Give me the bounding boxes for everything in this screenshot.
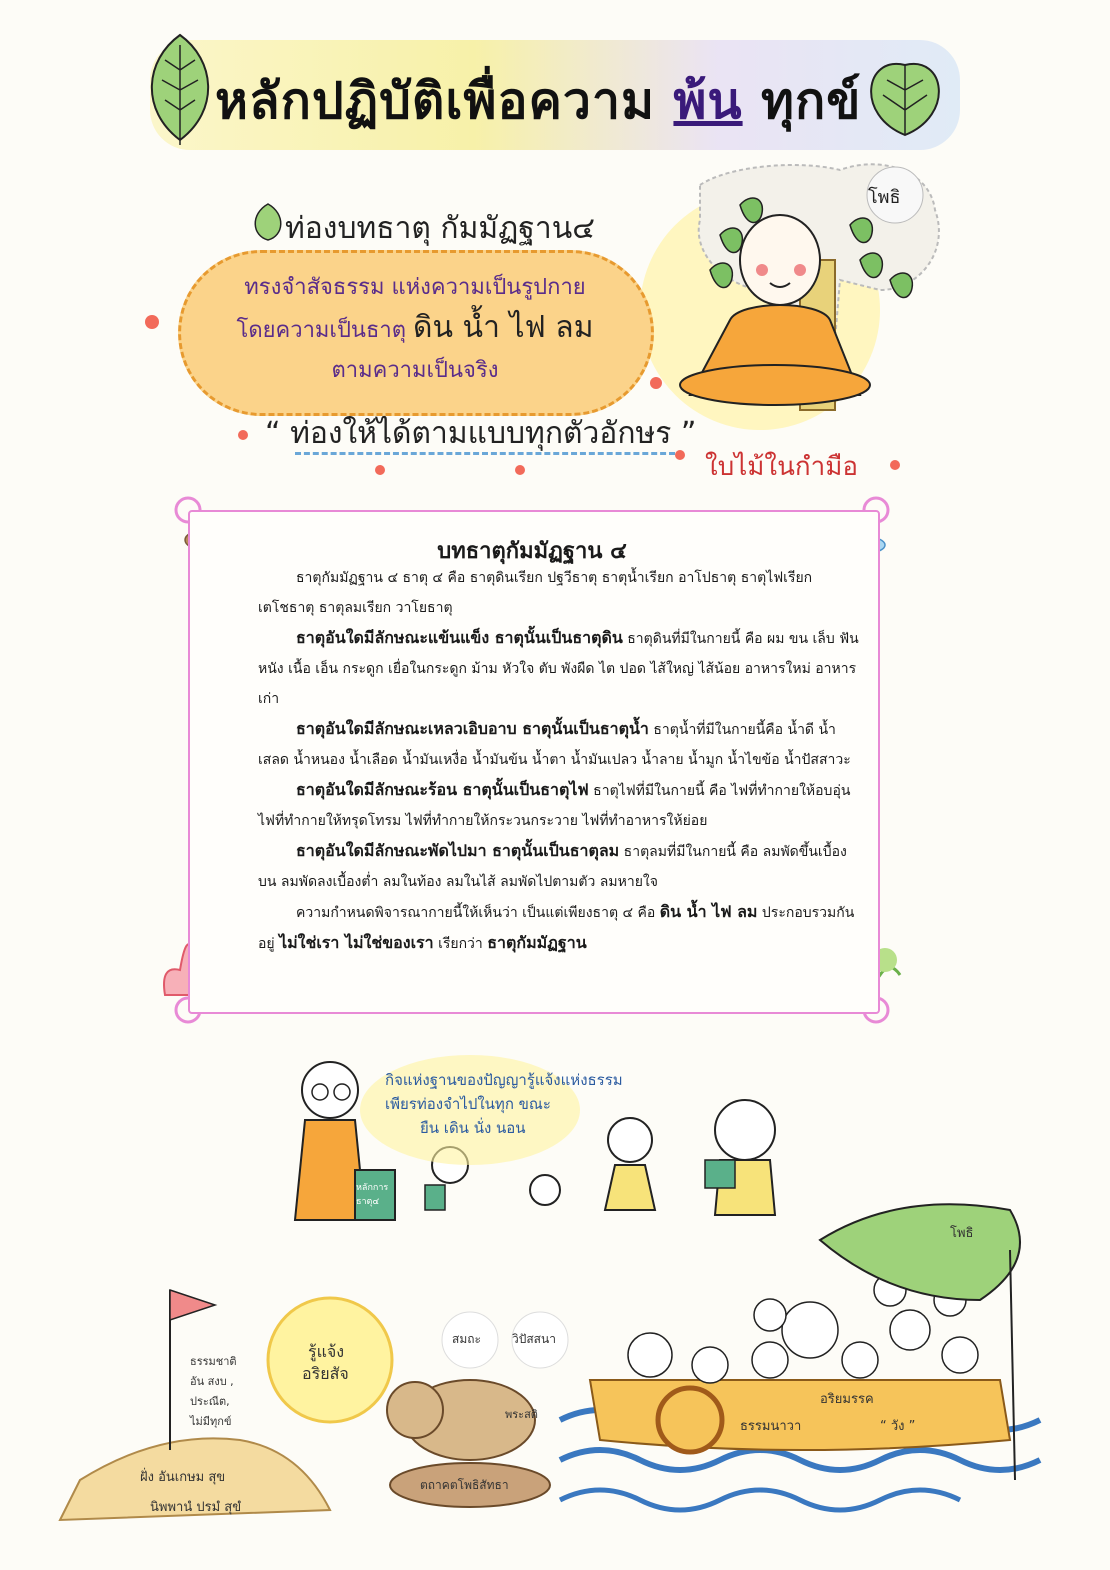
sun-label-2: อริยสัจ (302, 1364, 349, 1383)
book-label: หลักการ ธาตุ๔ (356, 1183, 389, 1207)
p3-rest: ธาตุน้ำที่มีในกายนี้คือ น้ำดี น้ำเสลด น้ำหนอง น้ำเลือด น้ำมันเหงื่อ น้ำมันข้น น้ำตา น้ำมันเปลว น้ำลาย น้ำมูก น้ำไขข้อ น้ำปัสสาวะ (258, 722, 851, 768)
p6-d: ไม่ใช่เรา ไม่ใช่ของเรา (279, 933, 434, 952)
p6-b: ดิน น้ำ ไฟ ลม (659, 902, 758, 921)
document-body (258, 563, 863, 959)
cloud-line-2a: โดยความเป็นธาตุ (236, 318, 407, 343)
quote-text: “ ท่องให้ได้ตามแบบทุกตัวอักษร ” (265, 416, 697, 451)
p5-rest: ธาตุลมที่มีในกายนี้ คือ ลมพัดขึ้นเบื้องบน ลมพัดลงเบื้องต่ำ ลมในท้อง ลมในไส้ ลมพัดไปตามตัว ลมหายใจ (258, 844, 847, 890)
elephant-label: พระสติ (505, 1408, 538, 1421)
p4-bold: ธาตุอันใดมีลักษณะร้อน ธาตุนั้นเป็นธาตุไฟ (296, 780, 589, 799)
leaf-roof-label: โพธิ (950, 1226, 974, 1241)
leaf-caption: ใบไม้ในกำมือ (705, 452, 858, 482)
p5-bold: ธาตุอันใดมีลักษณะพัดไปมา ธาตุนั้นเป็นธาตุลม (296, 841, 620, 860)
boat-label-1: อริยมรรค (820, 1392, 874, 1407)
leaf-icon (255, 204, 281, 240)
paragraph-4 (258, 775, 863, 836)
leaf-icon (152, 35, 208, 145)
paragraph-3 (258, 714, 863, 775)
chant-heading: ท่องบทธาตุ กัมมัฏฐาน๔ (285, 211, 595, 246)
paragraph-2 (258, 623, 863, 714)
title-part-2: พ้น (673, 72, 743, 130)
paragraph-1: ธาตุกัมมัฏฐาน ๔ ธาตุ ๔ คือ ธาตุดินเรียก ปฐวีธาตุ ธาตุน้ำเรียก อาโปธาตุ ธาตุไฟเรียก เตโชธาตุ ธาตุลมเรียก วาโยธาตุ (258, 570, 813, 616)
p6-c: ประกอบรวมกันอยู่ (258, 905, 855, 952)
cloud-line-2b: ดิน น้ำ ไฟ ลม (413, 310, 594, 345)
bubble-line-1: กิจแห่งฐานของปัญญารู้แจ้งแห่งธรรม (385, 1071, 623, 1089)
document-heading: บทธาตุกัมมัฏฐาน ๔ (437, 539, 627, 564)
p6-e: เรียกว่า (433, 936, 488, 952)
turtle-label: ตถาคตโพธิสัทธา (420, 1478, 509, 1492)
boat-label-2: ธรรมนาวา (740, 1419, 802, 1434)
p6-f: ธาตุกัมมัฏฐาน (487, 933, 587, 952)
vipassana-label: วิปัสสนา (512, 1332, 556, 1346)
samatha-label: สมถะ (452, 1332, 481, 1346)
cloud-line-2 (195, 308, 635, 351)
shore-text-2: นิพพานํ ปรมํ สุขํ (150, 1500, 242, 1515)
flag-text-1: ธรรมชาติ (190, 1355, 237, 1368)
sun-label-1: รู้แจ้ง (308, 1342, 345, 1361)
quote-underline (295, 452, 675, 455)
page-title (215, 62, 915, 141)
boat-label-3: “ วัง ” (880, 1419, 916, 1434)
paragraph-5 (258, 836, 863, 897)
cloud-line-3: ตามความเป็นจริง (331, 358, 499, 383)
flag-text-2: อัน สงบ , (190, 1375, 234, 1388)
p4-rest: ธาตุไฟที่มีในกายนี้ คือ ไฟที่ทำกายให้อบอุ่น ไฟที่ทำกายให้ทรุดโทรม ไฟที่ทำกายให้กระวนกระวาย ไฟที่ทำอาหารให้ย่อย (258, 783, 851, 829)
cloud-text (195, 268, 635, 391)
p6-a: ความกำหนดพิจารณากายนี้ให้เห็นว่า เป็นแต่เพียงธาตุ ๔ คือ (296, 905, 660, 921)
bubble-line-2: เพียรท่องจำไปในทุก ขณะ (385, 1095, 551, 1113)
title-part-3: ทุกข์ (761, 72, 862, 130)
p2-bold: ธาตุอันใดมีลักษณะแข้นแข็ง ธาตุนั้นเป็นธาตุดิน (296, 628, 623, 647)
p3-bold: ธาตุอันใดมีลักษณะเหลวเอิบอาบ ธาตุนั้นเป็นธาตุน้ำ (296, 719, 649, 738)
paragraph-6 (258, 897, 863, 959)
cloud-line-1: ทรงจำสัจธรรม แห่งความเป็นรูปกาย (244, 275, 586, 300)
title-part-1: หลักปฏิบัติเพื่อความ (215, 72, 656, 130)
flag-text-4: ไม่มีทุกข์ (190, 1415, 232, 1428)
shore-text-1: ฝั่ง อันเกษม สุข (140, 1470, 226, 1485)
bubble-line-3: ยืน เดิน นั่ง นอน (420, 1119, 526, 1137)
flag-text-3: ประณีต, (190, 1395, 230, 1408)
p2-rest: ธาตุดินที่มีในกายนี้ คือ ผม ขน เล็บ ฟัน หนัง เนื้อ เอ็น กระดูก เยื่อในกระดูก ม้าม หัวใจ ตับ พังผืด ไต ปอด ไส้ใหญ่ ไส้น้อย อาหารใหม่ อาหารเก่า (258, 631, 859, 707)
tree-label: โพธิ (868, 187, 901, 208)
